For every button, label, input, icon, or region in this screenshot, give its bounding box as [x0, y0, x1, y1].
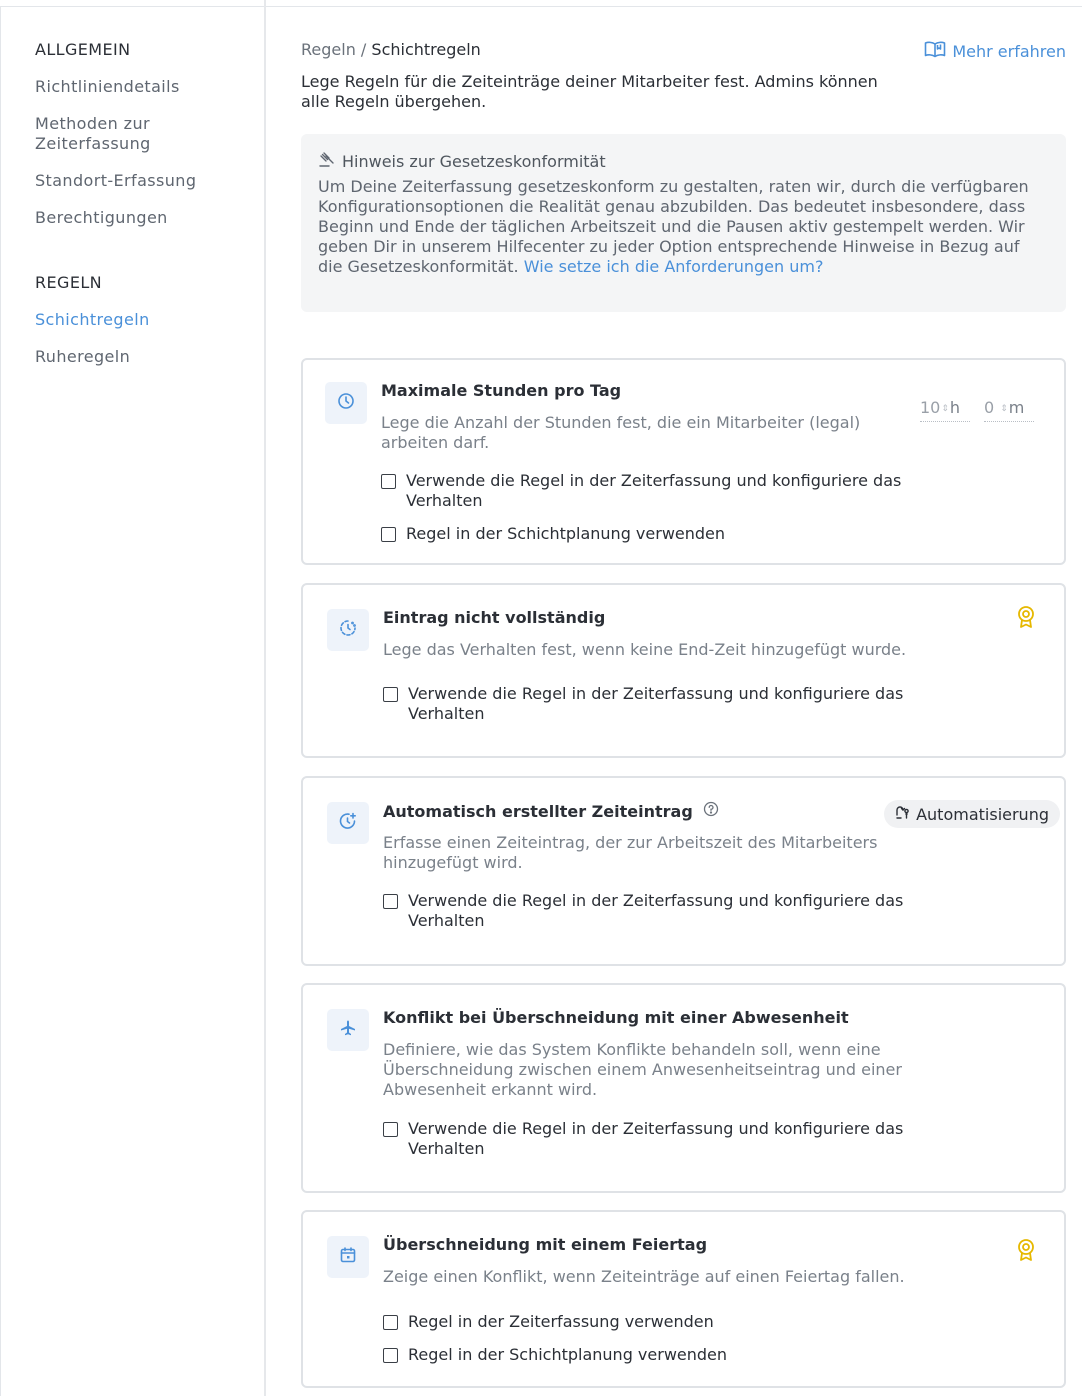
- rule-description: Erfasse einen Zeiteintrag, der zur Arbeitszeit des Mitarbeiters hinzugefügt wird.: [383, 833, 878, 872]
- sidebar-item-permissions[interactable]: Berechtigungen: [35, 208, 168, 227]
- shift-planning-checkbox[interactable]: [383, 1348, 398, 1363]
- rule-card-incomplete-entry: [301, 583, 1066, 758]
- time-tracking-option[interactable]: Verwende die Regel in der Zeiterfassung und konfiguriere das Verhalten: [383, 1119, 968, 1159]
- notice-body: [318, 177, 1049, 277]
- minutes-input[interactable]: 0 ⇕ m: [984, 398, 1034, 422]
- automation-tag: [884, 800, 1060, 828]
- time-tracking-option[interactable]: Regel in der Zeiterfassung verwenden: [383, 1312, 714, 1332]
- award-badge-icon: [1016, 605, 1036, 633]
- learn-more-label: Mehr erfahren: [952, 41, 1066, 61]
- sidebar-heading-general: ALLGEMEIN: [35, 40, 131, 59]
- time-tracking-checkbox[interactable]: [383, 687, 398, 702]
- time-tracking-checkbox[interactable]: [381, 474, 396, 489]
- sidebar-item-tracking-methods[interactable]: Methoden zur Zeiterfassung: [35, 114, 151, 153]
- automation-icon: [895, 804, 911, 824]
- airplane-icon: [339, 1019, 357, 1041]
- calendar-icon: [339, 1246, 357, 1268]
- automation-tag-label: Automatisierung: [916, 804, 1049, 824]
- rule-description: Lege das Verhalten fest, wenn keine End-Zeit hinzugefügt wurde.: [383, 640, 907, 659]
- time-tracking-option[interactable]: Verwende die Regel in der Zeiterfassung und konfiguriere das Verhalten: [381, 471, 966, 511]
- rule-icon-box: [327, 802, 369, 844]
- rule-card-holiday: [301, 1210, 1066, 1388]
- clock-plus-icon: [339, 812, 357, 834]
- hours-input[interactable]: 10 ⇕ h: [920, 398, 970, 422]
- shift-planning-option[interactable]: Regel in der Schichtplanung verwenden: [381, 524, 725, 544]
- gavel-icon: [318, 151, 336, 171]
- help-circle-icon[interactable]: [703, 801, 719, 821]
- clock-dashed-icon: [339, 619, 357, 641]
- shift-planning-option[interactable]: Regel in der Schichtplanung verwenden: [383, 1345, 727, 1365]
- page-intro: Lege Regeln für die Zeiteinträge deiner Mitarbeiter fest. Admins können alle Regeln übergehen.: [301, 72, 878, 111]
- rule-icon-box: [327, 1009, 369, 1051]
- sidebar-heading-rules: REGELN: [35, 273, 103, 292]
- sidebar-item-rest-rules[interactable]: Ruheregeln: [35, 347, 131, 366]
- rule-icon-box: [327, 1236, 369, 1278]
- hours-spinner-icon[interactable]: ⇕: [941, 404, 949, 414]
- time-tracking-option[interactable]: Verwende die Regel in der Zeiterfassung und konfiguriere das Verhalten: [383, 891, 968, 931]
- compliance-help-link[interactable]: Wie setze ich die Anforderungen um?: [523, 257, 824, 276]
- notice-title: Hinweis zur Gesetzeskonformität: [342, 151, 606, 171]
- rule-title: Eintrag nicht vollständig: [383, 608, 606, 627]
- breadcrumb-parent[interactable]: Regeln: [301, 40, 356, 59]
- rule-description: Definiere, wie das System Konflikte behandeln soll, wenn eine Überschneidung zwischen einem Anwesenheitseintrag und einer Abwesenheit erkannt wird.: [383, 1040, 902, 1099]
- rule-description: Lege die Anzahl der Stunden fest, die ein Mitarbeiter (legal) arbeiten darf.: [381, 413, 861, 452]
- breadcrumb-separator: /: [360, 40, 367, 59]
- rule-description: Zeige einen Konflikt, wenn Zeiteinträge auf einen Feiertag fallen.: [383, 1267, 905, 1286]
- time-tracking-checkbox[interactable]: [383, 894, 398, 909]
- compliance-notice: [301, 134, 1066, 312]
- max-hours-input-group: [920, 398, 1034, 422]
- rule-icon-box: [325, 382, 367, 424]
- settings-sidebar: [0, 0, 266, 1396]
- rule-title: Überschneidung mit einem Feiertag: [383, 1235, 708, 1254]
- shift-planning-checkbox[interactable]: [381, 527, 396, 542]
- minutes-spinner-icon[interactable]: ⇕: [1000, 404, 1008, 414]
- breadcrumb: [301, 40, 481, 59]
- rule-title-row: [383, 801, 719, 821]
- time-tracking-option[interactable]: Verwende die Regel in der Zeiterfassung und konfiguriere das Verhalten: [383, 684, 968, 724]
- rule-card-auto-entry: [301, 776, 1066, 966]
- sidebar-item-policy-details[interactable]: Richtliniendetails: [35, 77, 180, 96]
- time-tracking-checkbox[interactable]: [383, 1122, 398, 1137]
- rule-title: Automatisch erstellter Zeiteintrag: [383, 801, 693, 821]
- time-tracking-checkbox[interactable]: [383, 1315, 398, 1330]
- breadcrumb-current: Schichtregeln: [371, 40, 481, 59]
- learn-more-link[interactable]: [924, 40, 1066, 62]
- rule-card-max-hours: [301, 358, 1066, 565]
- rule-title: Maximale Stunden pro Tag: [381, 381, 622, 400]
- award-badge-icon: [1016, 1238, 1036, 1266]
- sidebar-item-location-tracking[interactable]: Standort-Erfassung: [35, 171, 197, 190]
- rule-title: Konflikt bei Überschneidung mit einer Abwesenheit: [383, 1008, 849, 1027]
- clock-icon: [337, 392, 355, 414]
- book-icon: [924, 40, 946, 62]
- rule-card-absence-conflict: [301, 983, 1066, 1193]
- sidebar-item-shift-rules[interactable]: Schichtregeln: [35, 310, 150, 329]
- notice-text: Um Deine Zeiterfassung gesetzeskonform zu gestalten, raten wir, durch die verfügbaren Konfigurationsoptionen die Realität genau abzubilden. Das bedeutet insbesondere, dass Beginn und Ende der täglichen Arbeitszeit und die Pausen aktiv gestempelt werden. Wir geben Dir in unserem Hilfecenter zu jeder Option entsprechende Hinweise in Bezug auf die Gesetzeskonformität.: [318, 177, 1029, 276]
- rule-icon-box: [327, 609, 369, 651]
